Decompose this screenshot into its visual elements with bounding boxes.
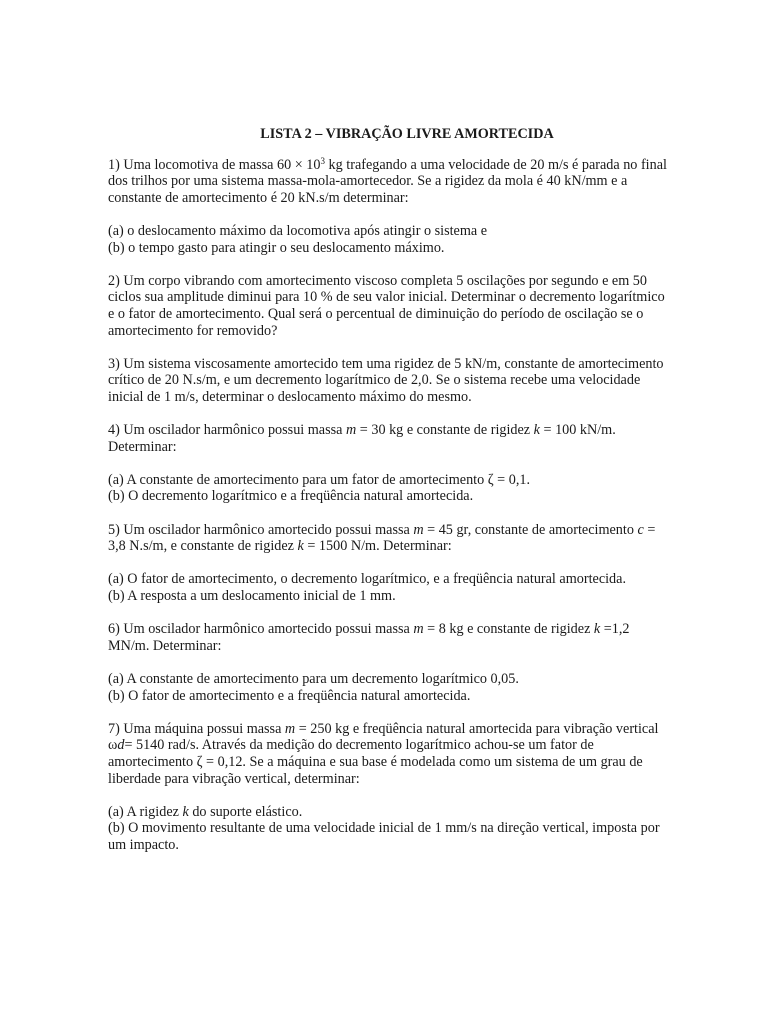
problem-7-item-a: (a) A rigidez k do suporte elástico.	[108, 803, 303, 820]
exponent: 3	[320, 155, 325, 166]
document-title: LISTA 2 – VIBRAÇÃO LIVRE AMORTECIDA	[260, 126, 554, 142]
problem-5-item-b: (b) A resposta a um deslocamento inicial de 1 mm.	[108, 588, 396, 605]
problem-1-item-a: (a) o deslocamento máximo da locomotiva após atingir o sistema e	[108, 222, 488, 239]
problem-5: 5) Um oscilador harmônico amortecido possui massa m = 45 gr, constante de amortecimento c = 3,8 N.s/m, e constante de rigidez k = 1500 N/m. Determinar:	[108, 521, 656, 555]
problem-4: 4) Um oscilador harmônico possui massa m = 30 kg e constante de rigidez k = 100 kN/m. Determinar:	[108, 422, 616, 455]
document-page	[108, 126, 668, 854]
problem-7: 7) Uma máquina possui massa m = 250 kg e freqüência natural amortecida para vibração vertical ωd= 5140 rad/s. Através da medição do decremento logarítmico achou-se um fator de amortecimento ζ = 0,12. Se a máquina e sua base é modelada como um sistema de um grau de liberdade para vibração vertical, determinar:	[108, 720, 659, 787]
problem-1: 1) Uma locomotiva de massa $60 \times 10^3$ kg trafegando a uma velocidade de 20 m/s é parada no final dos trilhos por uma sistema massa-mola-amortecedor. Se a rigidez da mola é 40 kN/mm e a constante de amortecimento é 20 kN.s/m determinar:	[108, 155, 667, 206]
problem-4-item-a: (a) A constante de amortecimento para um fator de amortecimento ζ = 0,1.	[108, 471, 531, 488]
problem-2: 2) Um corpo vibrando com amortecimento viscoso completa 5 oscilações por segundo e em 50 ciclos sua amplitude diminui para 10 % de seu valor inicial. Determinar o decremento logarítmico e o fator de amortecimento. Qual será o percentual de diminuição do período de oscilação se o amortecimento for removido?	[108, 272, 665, 339]
problem-6-item-a: (a) A constante de amortecimento para um decremento logarítmico 0,05.	[108, 671, 519, 687]
problem-3: 3) Um sistema viscosamente amortecido tem uma rigidez de 5 kN/m, constante de amortecimento crítico de 20 N.s/m, e um decremento logarítmico de 2,0. Se o sistema recebe uma velocidade inicial de 1 m/s, determinar o deslocamento máximo do mesmo.	[108, 355, 664, 405]
problem-4-item-b: (b) O decremento logarítmico e a freqüência natural amortecida.	[108, 488, 474, 505]
problem-6: 6) Um oscilador harmônico amortecido possui massa m = 8 kg e constante de rigidez k =1,2 MN/m. Determinar:	[108, 621, 630, 654]
problem-7-item-b: (b) O movimento resultante de uma velocidade inicial de 1 mm/s na direção vertical, imposta por um impacto.	[108, 820, 660, 853]
problem-5-item-a: (a) O fator de amortecimento, o decremento logarítmico, e a freqüência natural amortecida.	[108, 571, 626, 588]
problem-1-item-b: (b) o tempo gasto para atingir o seu deslocamento máximo.	[108, 239, 445, 256]
problem-6-item-b: (b) O fator de amortecimento e a freqüência natural amortecida.	[108, 687, 471, 704]
